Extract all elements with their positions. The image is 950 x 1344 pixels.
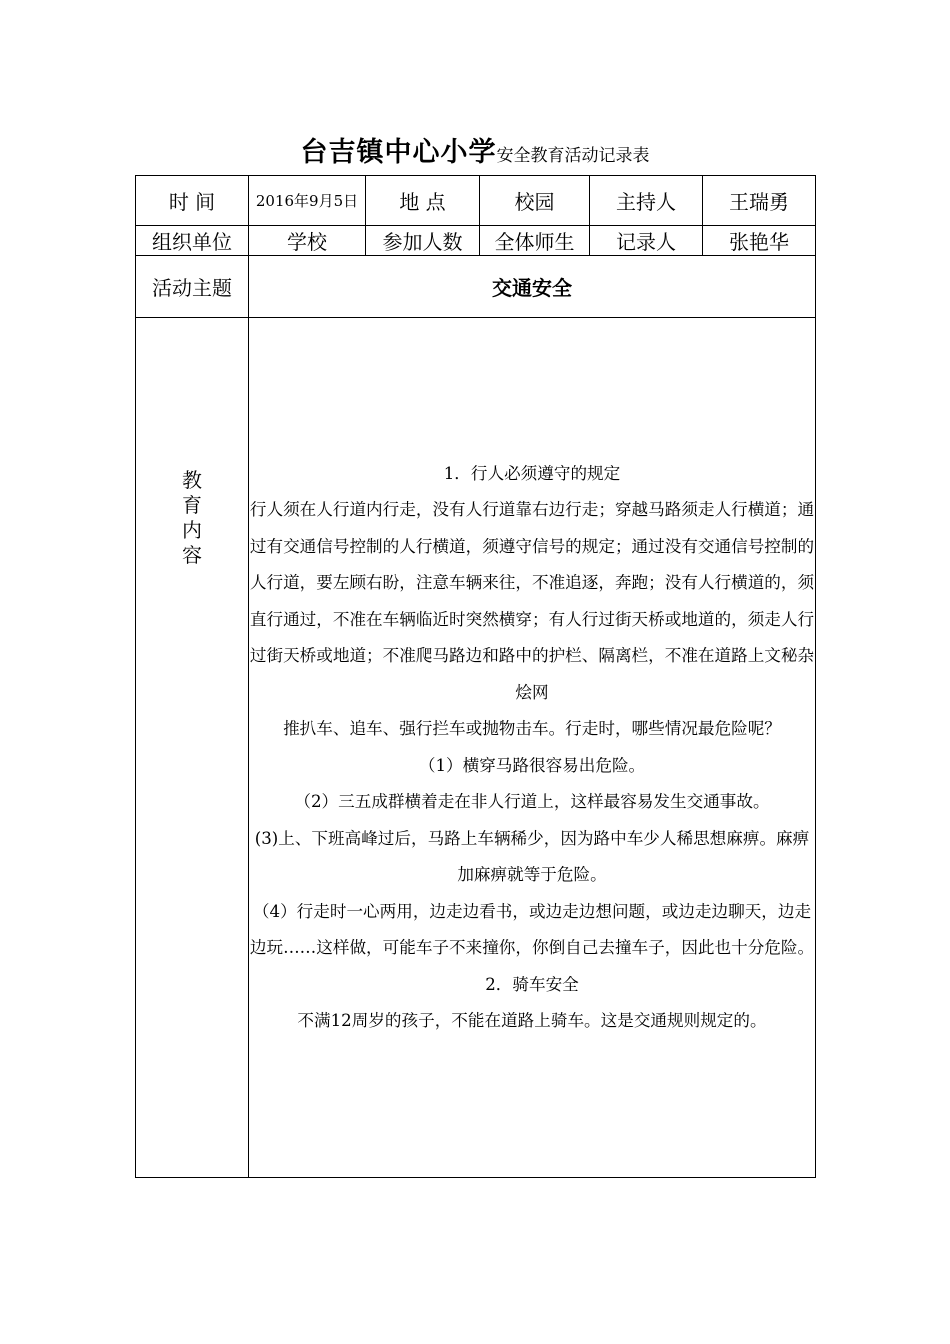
header-row-1 (136, 176, 816, 226)
content-paragraph: （4）行走时一心两用，边走边看书，或边走边想问题，或边走边聊天，边走边玩……这样做，可能车子不来撞你，你倒自己去撞车子，因此也十分危险。 (249, 901, 815, 957)
content-paragraph: （1）横穿马路很容易出危险。 (418, 755, 646, 775)
header-row-2 (136, 226, 816, 256)
form-name: 安全教育活动记录表 (496, 146, 650, 166)
record-table (135, 175, 816, 1178)
place-label: 地 点 (366, 176, 480, 226)
school-name: 台吉镇中心小学 (300, 137, 497, 168)
count-label: 参加人数 (366, 226, 480, 256)
section-heading: 1．行人必须遵守的规定 (443, 463, 621, 483)
document-title (0, 130, 950, 169)
content-label-char: 育 (182, 493, 202, 517)
topic-row (136, 256, 816, 318)
content-row (136, 318, 816, 1178)
host-label: 主持人 (590, 176, 703, 226)
org-label: 组织单位 (136, 226, 249, 256)
content-paragraph: (3)上、下班高峰过后，马路上车辆稀少，因为路中车少人稀思想麻痹。麻痹加麻痹就等于危险。 (254, 828, 810, 884)
content-label-char: 教 (182, 468, 202, 492)
time-label: 时 间 (136, 176, 249, 226)
host-value: 王瑞勇 (703, 176, 816, 226)
recorder-label: 记录人 (590, 226, 703, 256)
content-paragraph: 推扒车、追车、强行拦车或抛物击车。行走时，哪些情况最危险呢？ (283, 719, 781, 738)
topic-label: 活动主题 (136, 256, 249, 318)
time-value: 2016年9月5日 (249, 176, 366, 226)
content-label-char: 容 (182, 543, 202, 567)
org-value: 学校 (249, 226, 366, 256)
content-body (249, 318, 816, 1178)
content-label (136, 318, 249, 1178)
content-paragraph: （2）三五成群横着走在非人行道上，这样最容易发生交通事故。 (294, 792, 770, 811)
section-heading: 2．骑车安全 (485, 974, 579, 994)
recorder-value: 张艳华 (703, 226, 816, 256)
topic-value: 交通安全 (249, 256, 816, 318)
content-label-char: 内 (182, 518, 202, 542)
content-paragraph: 行人须在人行道内行走，没有人行道靠右边行走；穿越马路须走人行横道；通过有交通信号控制的人行横道，须遵守信号的规定；通过没有交通信号控制的人行道，要左顾右盼，注意车辆来往，不准追逐，奔跑；没有人行横道的，须直行通过，不准在车辆临近时突然横穿；有人行过街天桥或地道的，须走人行过街天桥或地道；不准爬马路边和路中的护栏、隔离栏，不准在道路上文秘杂烩网 (249, 500, 815, 702)
content-paragraph: 不满12周岁的孩子，不能在道路上骑车。这是交通规则规定的。 (297, 1011, 767, 1030)
place-value: 校园 (480, 176, 590, 226)
count-value: 全体师生 (480, 226, 590, 256)
